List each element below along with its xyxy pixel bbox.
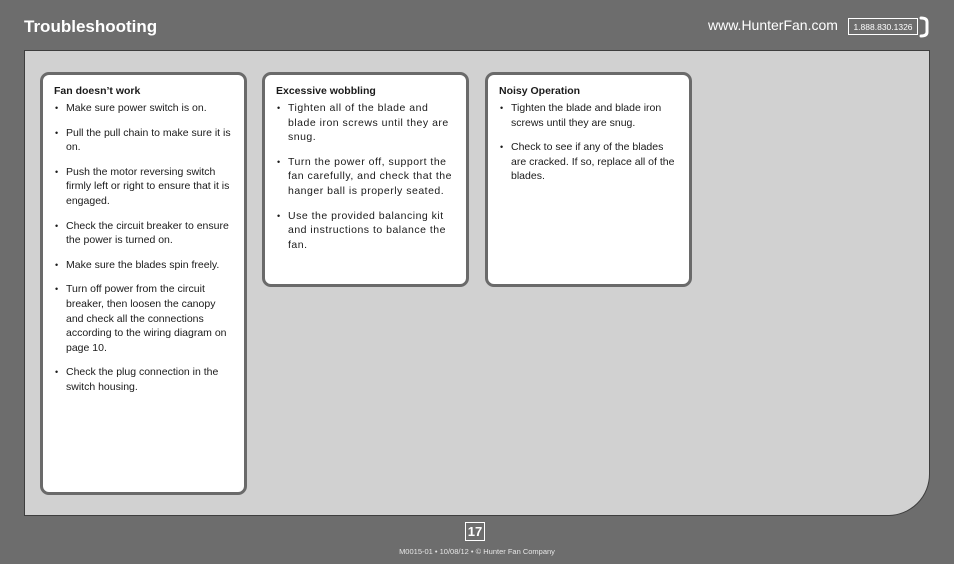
list-item: • Turn off power from the circuit breaker, then loosen the canopy and check all the connections according to the wiring diagram on page 10. [55, 283, 227, 354]
troubleshooting-list [276, 101, 456, 252]
bullet-dot-icon: • [55, 259, 59, 270]
phone-handset-icon [919, 16, 929, 38]
list-item: • Check the plug connection in the switch housing. [55, 366, 219, 393]
list-item: • Make sure power switch is on. [55, 102, 207, 114]
card-fan-doesnt-work [40, 72, 247, 495]
card-excessive-wobbling [262, 72, 469, 287]
bullet-dot-icon: • [55, 284, 59, 295]
bullet-dot-icon: • [277, 103, 281, 113]
card-title: Fan doesn’t work [54, 85, 141, 97]
phone-number: 1.888.830.1326 [848, 18, 918, 35]
troubleshooting-list [499, 101, 679, 184]
card-title: Noisy Operation [499, 85, 581, 97]
list-item: • Make sure the blades spin freely. [55, 258, 220, 271]
troubleshooting-list [54, 101, 234, 395]
website-link[interactable]: www.HunterFan.com [708, 17, 838, 33]
list-item: • Check to see if any of the blades are cracked. If so, replace all of the blades. [500, 141, 675, 183]
bullet-dot-icon: • [55, 127, 59, 138]
list-item: • Tighten the blade and blade iron screws until they are snug. [500, 102, 662, 129]
bullet-dot-icon: • [55, 220, 59, 231]
page-title: Troubleshooting [24, 17, 158, 36]
bullet-dot-icon: • [500, 103, 504, 113]
bullet-dot-icon: • [55, 367, 59, 378]
list-item: • Pull the pull chain to make sure it is on. [55, 126, 231, 154]
page-number: 17 [465, 522, 485, 541]
bullet-dot-icon: • [500, 142, 504, 153]
list-item: • Turn the power off, support the fan carefully, and check that the hanger ball is properly seated. [277, 155, 452, 197]
list-item: • Use the provided balancing kit and instructions to balance the fan. [277, 209, 446, 251]
card-title: Excessive wobbling [276, 85, 376, 97]
content-panel [24, 50, 930, 516]
list-item: • Push the motor reversing switch firmly left or right to ensure that it is engaged. [55, 165, 230, 207]
bullet-dot-icon: • [55, 166, 59, 177]
bullet-dot-icon: • [55, 103, 59, 113]
list-item: • Check the circuit breaker to ensure the power is turned on. [55, 219, 229, 247]
card-noisy-operation [485, 72, 692, 287]
bullet-dot-icon: • [277, 210, 281, 221]
bullet-dot-icon: • [277, 156, 281, 167]
footer-doc-info: M0015-01 • 10/08/12 • © Hunter Fan Company [399, 547, 555, 556]
list-item: • Tighten all of the blade and blade iron screws until they are snug. [277, 102, 449, 144]
